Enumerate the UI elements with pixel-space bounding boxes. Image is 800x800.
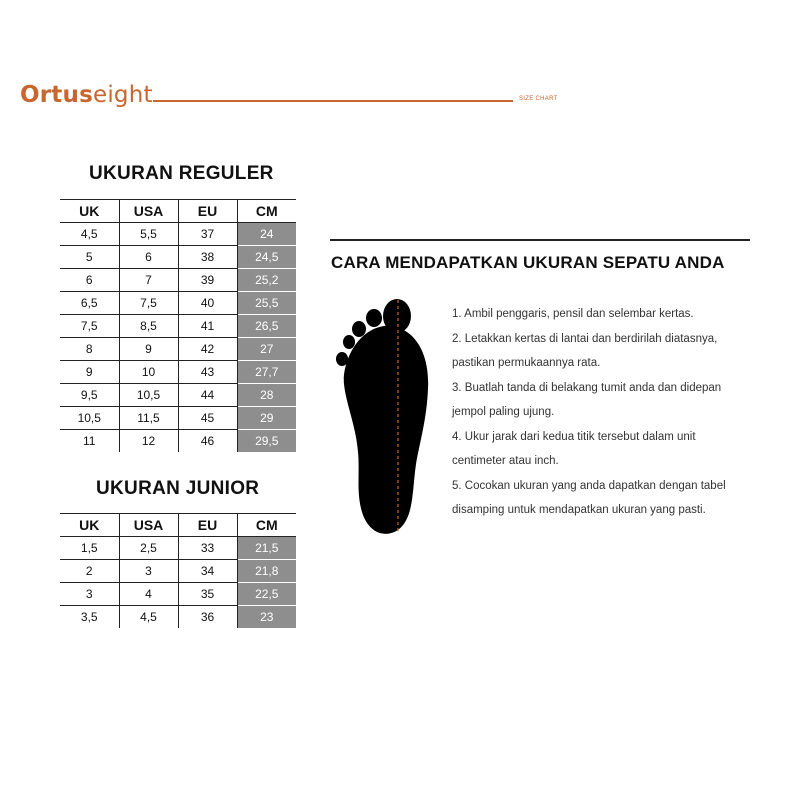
junior-table-title: UKURAN JUNIOR [96, 478, 260, 499]
table-row [60, 560, 296, 583]
cell-cm: 21,8 [237, 560, 296, 583]
cell-cm: 22,5 [237, 583, 296, 606]
cell-uk: 11 [60, 430, 119, 453]
column-header-usa: USA [119, 200, 178, 223]
brand-logo-bold: Ortus [20, 82, 93, 108]
cell-uk: 3,5 [60, 606, 119, 629]
cell-cm: 29,5 [237, 430, 296, 453]
cell-uk: 9 [60, 361, 119, 384]
table-row [60, 361, 296, 384]
table-header-row [60, 200, 296, 223]
cell-eu: 38 [178, 246, 237, 269]
table-row [60, 537, 296, 560]
howto-divider [330, 239, 750, 241]
cell-usa: 11,5 [119, 407, 178, 430]
cell-uk: 6,5 [60, 292, 119, 315]
column-header-usa: USA [119, 514, 178, 537]
cell-cm: 21,5 [237, 537, 296, 560]
cell-eu: 39 [178, 269, 237, 292]
table-row [60, 246, 296, 269]
instruction-line: disamping untuk mendapatkan ukuran yang pasti. [452, 504, 706, 516]
cell-uk: 6 [60, 269, 119, 292]
instruction-line: 1. Ambil penggaris, pensil dan selembar kertas. [452, 308, 694, 320]
howto-title: CARA MENDAPATKAN UKURAN SEPATU ANDA [331, 253, 725, 272]
table-row [60, 606, 296, 629]
table-row [60, 223, 296, 246]
cell-usa: 8,5 [119, 315, 178, 338]
table-row [60, 384, 296, 407]
brand-logo-light: eight [92, 82, 153, 108]
table-row [60, 338, 296, 361]
cell-cm: 25,2 [237, 269, 296, 292]
instruction-line: centimeter atau inch. [452, 455, 559, 467]
cell-uk: 8 [60, 338, 119, 361]
cell-eu: 46 [178, 430, 237, 453]
cell-eu: 44 [178, 384, 237, 407]
cell-uk: 7,5 [60, 315, 119, 338]
header-divider [153, 100, 513, 102]
cell-cm: 24 [237, 223, 296, 246]
cell-cm: 24,5 [237, 246, 296, 269]
table-row [60, 292, 296, 315]
table-row [60, 430, 296, 453]
cell-eu: 34 [178, 560, 237, 583]
cell-eu: 40 [178, 292, 237, 315]
cell-usa: 10 [119, 361, 178, 384]
cell-cm: 26,5 [237, 315, 296, 338]
cell-eu: 45 [178, 407, 237, 430]
brand-logo [20, 82, 153, 108]
cell-cm: 23 [237, 606, 296, 629]
cell-uk: 10,5 [60, 407, 119, 430]
column-header-eu: EU [178, 200, 237, 223]
junior-size-table [60, 513, 296, 628]
table-row [60, 269, 296, 292]
cell-usa: 6 [119, 246, 178, 269]
cell-uk: 2 [60, 560, 119, 583]
cell-uk: 9,5 [60, 384, 119, 407]
cell-usa: 2,5 [119, 537, 178, 560]
cell-eu: 33 [178, 537, 237, 560]
cell-usa: 4,5 [119, 606, 178, 629]
instruction-line: 3. Buatlah tanda di belakang tumit anda dan didepan [452, 381, 722, 394]
cell-eu: 43 [178, 361, 237, 384]
cell-eu: 36 [178, 606, 237, 629]
cell-usa: 12 [119, 430, 178, 453]
instruction-line: jempol paling ujung. [452, 406, 555, 418]
cell-eu: 37 [178, 223, 237, 246]
cell-cm: 29 [237, 407, 296, 430]
table-header-row [60, 514, 296, 537]
instruction-line: 4. Ukur jarak dari kedua titik tersebut dalam unit [452, 430, 696, 443]
size-chart-label: SIZE CHART [519, 96, 558, 102]
regular-size-table [60, 199, 296, 452]
cell-usa: 7,5 [119, 292, 178, 315]
cell-usa: 4 [119, 583, 178, 606]
cell-uk: 4,5 [60, 223, 119, 246]
cell-usa: 7 [119, 269, 178, 292]
column-header-eu: EU [178, 514, 237, 537]
cell-usa: 3 [119, 560, 178, 583]
cell-eu: 42 [178, 338, 237, 361]
foot-silhouette-icon [332, 296, 437, 536]
regular-table-title: UKURAN REGULER [89, 163, 274, 184]
column-header-uk: UK [60, 200, 119, 223]
cell-uk: 3 [60, 583, 119, 606]
column-header-uk: UK [60, 514, 119, 537]
cell-cm: 27,7 [237, 361, 296, 384]
column-header-cm: CM [237, 200, 296, 223]
instruction-line: pastikan permukaannya rata. [452, 357, 601, 369]
cell-eu: 35 [178, 583, 237, 606]
cell-uk: 5 [60, 246, 119, 269]
instruction-steps [452, 302, 772, 523]
column-header-cm: CM [237, 514, 296, 537]
cell-usa: 9 [119, 338, 178, 361]
instruction-line: 5. Cocokan ukuran yang anda dapatkan dengan tabel [452, 479, 726, 492]
table-row [60, 583, 296, 606]
cell-cm: 25,5 [237, 292, 296, 315]
cell-usa: 5,5 [119, 223, 178, 246]
cell-usa: 10,5 [119, 384, 178, 407]
cell-cm: 28 [237, 384, 296, 407]
table-row [60, 407, 296, 430]
instruction-line: 2. Letakkan kertas di lantai dan berdirilah diatasnya, [452, 332, 718, 345]
table-row [60, 315, 296, 338]
cell-uk: 1,5 [60, 537, 119, 560]
cell-eu: 41 [178, 315, 237, 338]
cell-cm: 27 [237, 338, 296, 361]
